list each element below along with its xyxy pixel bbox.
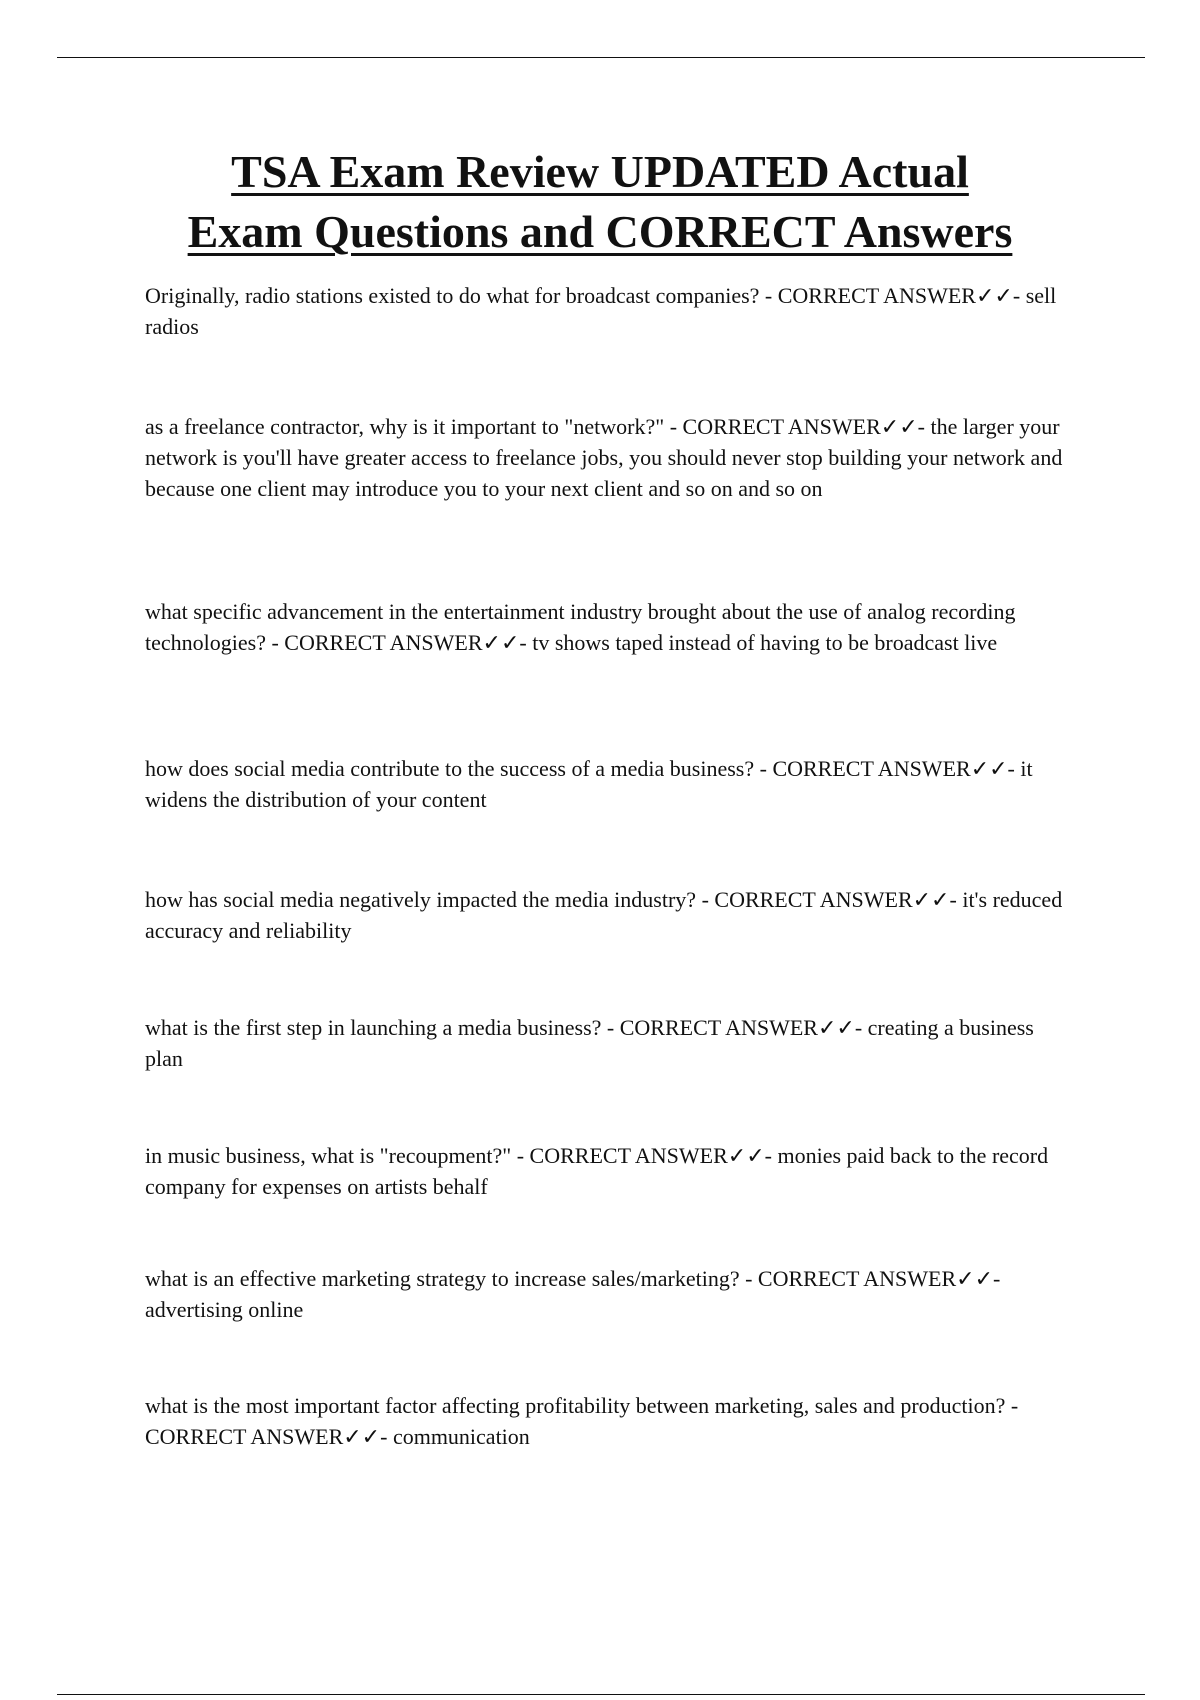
- answer-text: it's reduced accuracy and reliability: [145, 887, 1063, 943]
- answer-marker: - CORRECT ANSWER✓✓-: [739, 1266, 1001, 1291]
- qa-item-1: [145, 280, 1065, 342]
- answer-text: creating a business plan: [145, 1015, 1034, 1071]
- question-text: in music business, what is "recoupment?": [145, 1143, 512, 1168]
- answer-text: advertising online: [145, 1297, 304, 1322]
- question-text: what is the most important factor affecting profitability between marketing, sales and production?: [145, 1393, 1006, 1418]
- answer-text: sell radios: [145, 283, 1057, 339]
- qa-item-3: [145, 596, 1065, 658]
- answer-marker: - CORRECT ANSWER✓✓-: [601, 1015, 868, 1040]
- title-line-2: Exam Questions and CORRECT Answers: [187, 206, 1013, 257]
- answer-text: the larger your network is you'll have greater access to freelance jobs, you should never stop building your network and because one client may introduce you to your next client and so on and so on: [145, 414, 1063, 501]
- qa-item-5: [145, 884, 1065, 946]
- answer-marker: - CORRECT ANSWER✓✓-: [754, 756, 1021, 781]
- qa-item-6: [145, 1012, 1065, 1074]
- question-text: what specific advancement in the entertainment industry brought about the use of analog recording technologies?: [145, 599, 1016, 655]
- answer-marker: - CORRECT ANSWER✓✓-: [265, 630, 533, 655]
- title-line-1: TSA Exam Review UPDATED Actual: [231, 146, 969, 197]
- qa-item-8: [145, 1263, 1065, 1325]
- answer-marker: - CORRECT ANSWER✓✓-: [696, 887, 963, 912]
- qa-item-7: [145, 1140, 1065, 1202]
- qa-item-2: [145, 411, 1065, 504]
- answer-text: tv shows taped instead of having to be broadcast live: [532, 630, 998, 655]
- answer-marker: - CORRECT ANSWER✓✓-: [759, 283, 1026, 308]
- answer-marker: - CORRECT ANSWER✓✓-: [664, 414, 931, 439]
- question-text: how has social media negatively impacted the media industry?: [145, 887, 697, 912]
- question-text: Originally, radio stations existed to do what for broadcast companies?: [145, 283, 760, 308]
- question-text: how does social media contribute to the success of a media business?: [145, 756, 755, 781]
- question-text: what is an effective marketing strategy to increase sales/marketing?: [145, 1266, 740, 1291]
- question-text: as a freelance contractor, why is it important to "network?": [145, 414, 665, 439]
- answer-marker: - CORRECT ANSWER✓✓-: [145, 1393, 1019, 1449]
- answer-text: monies paid back to the record company for expenses on artists behalf: [145, 1143, 1049, 1199]
- page-title: [100, 142, 1100, 262]
- question-text: what is the first step in launching a media business?: [145, 1015, 602, 1040]
- header-rule: [57, 57, 1145, 58]
- answer-marker: - CORRECT ANSWER✓✓-: [511, 1143, 778, 1168]
- answer-text: communication: [392, 1424, 530, 1449]
- answer-text: it widens the distribution of your content: [145, 756, 1033, 812]
- qa-item-4: [145, 753, 1065, 815]
- footer-rule: [57, 1694, 1145, 1695]
- qa-item-9: [145, 1390, 1065, 1452]
